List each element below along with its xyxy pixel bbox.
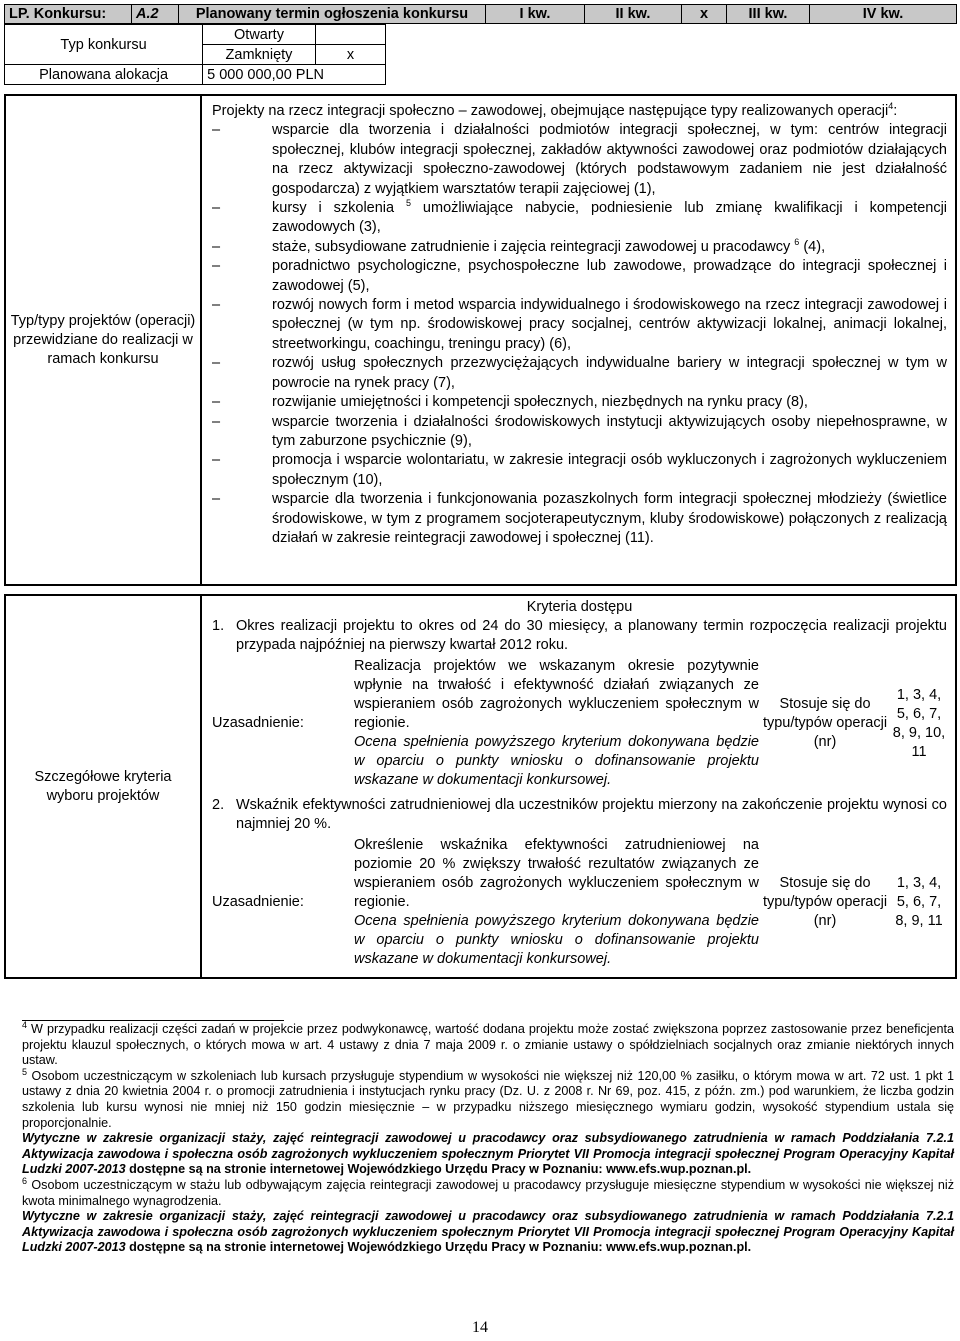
operation-type-item [212,393,947,412]
operation-type-main: wsparcie tworzenia i działalności środowiskowych instytucji aktywizujących osoby niepełnosprawne, w tym zaburzone psychicznie (9), [272,413,947,449]
footnote-ref: 6 [794,237,800,248]
project-types-content [201,95,956,585]
footnote [22,1019,955,1069]
criterion-text: Wskaźnik efektywności zatrudnieniowej dla uczestników projektu mierzony na zakończenie projektu wynosi co najmniej 20 %. [236,797,947,832]
operation-type-item [212,257,947,296]
criterion [212,796,947,969]
justification-text: Określenie wskaźnika efektywności zatrudnieniowej na poziomie 20 % zwiększy trwałość rezultatów związanych ze wspieraniem osób zagrożonych wykluczeniem społecznym w regionie. [354,837,759,910]
operation-type-main: rozwijanie umiejętności i kompetencji społecznych, niezbędnych na rynku pracy (8), [272,394,808,411]
operation-type-rest: umożliwiające nabycie, podniesienie lub zmianę kwalifikacji i kompetencji zawodowych (3), [272,200,948,236]
dash-marker: – [212,258,221,275]
criterion-statement [212,796,947,834]
justification-assessment: Ocena spełnienia powyższego kryterium dokonywana będzie w oparciu o punkty wniosku o dofinansowanie projektu wskazane w dokumentacji konkursowej. [354,913,759,967]
operation-type-item [212,121,947,199]
criteria-row [5,595,956,978]
project-types-row [5,95,956,585]
type-allocation-table [4,24,386,85]
intro-footnote-ref: 4 [888,101,894,112]
footnote-rule [22,1020,284,1021]
footnote-number: 5 [22,1066,28,1077]
operation-type-rest: (4), [799,238,826,255]
footnote [22,1066,955,1178]
operation-type-item [212,238,947,257]
justification-body [354,657,759,790]
footnote-ref: 5 [406,198,412,209]
operation-type-main: staże, subsydiowane zatrudnienie i zajęcia reintegracji zawodowej u pracodawcy [272,238,791,255]
operation-type-text [272,451,947,490]
criteria-label: Szczegółowe kryteria wyboru projektów [5,595,201,978]
applies-to-label: Stosuje się do typu/typów operacji (nr) [762,696,888,750]
operation-type-item [212,354,947,393]
project-types-table [4,94,957,586]
quarter-2: II kw. [585,5,682,24]
operation-type-text [272,393,947,412]
dash-marker: – [212,200,221,217]
guideline-title: Wytyczne w zakresie organizacji staży, zajęć reintegracji zawodowej u pracodawcy oraz subsydiowanego zatrudnienia w ramach Poddziałania 7.2.1 Aktywizacja zawodowa i społeczna osób zagrożonych wykluczeniem społecznym Priorytet VII Promocja integracji społecznej Program Operacyjny Kapitał Ludzki 2007-2013 [22,1209,954,1255]
type-row-open [5,25,386,45]
criterion-number: 2. [212,797,225,813]
criterion-justification [212,836,947,969]
footnote-text: W przypadku realizacji części zadań w projekcie przez podwykonawcę, wartość dodana projektu może zostać zwiększona poprzez zastosowanie przez beneficjenta projektu klauzul społecznych, o których mowa w art. 4 ustawy z dnia 7 maja 2009 r. o zmianie ustawy o spółdzielniach socjalnych oraz zmianie niektórych innych ustaw. [22,1022,955,1068]
guideline-title: Wytyczne w zakresie organizacji staży, zajęć reintegracji zawodowej u pracodawcy oraz subsydiowanego zatrudnienia w ramach Poddziałania 7.2.1 Aktywizacja zawodowa i społeczna osób zagrożonych wykluczeniem społecznym Priorytet VII Promocja integracji społecznej Program Operacyjny Kapitał Ludzki 2007-2013 [22,1131,954,1177]
lp-label: LP. Konkursu: [5,5,132,24]
applies-to-numbers: 1, 3, 4, 5, 6, 7, 8, 9, 11 [895,875,943,929]
guideline-location: dostępne są na stronie internetowej Wojewódzkiego Urzędu Pracy w Poznaniu: www.efs.wup.poznan.pl. [125,1162,752,1177]
justification-label: Uzasadnienie: [212,894,304,910]
operation-type-main: rozwój nowych form i metod wsparcia indywidualnego i środowiskowego na rzecz integracji zawodowej i społecznej (w tym np. środowiskowej pracy socjalnej, centrów aktywizacji lokalnej, animacji lokalnej, streetworkingu, coachingu, treningu pracy) (6), [272,297,947,352]
operation-type-text [272,413,947,452]
footnotes [22,1019,955,1256]
footnote-number: 4 [22,1019,28,1030]
dash-marker: – [212,122,221,139]
dash-marker: – [212,394,221,411]
quarter-4: IV kw. [810,5,957,24]
footnote-guideline [22,1131,954,1178]
operation-type-item [212,451,947,490]
operation-type-main: kursy i szkolenia [272,200,395,217]
operation-type-main: wsparcie dla tworzenia i funkcjonowania pozaszkolnych form integracji społecznej młodzieży (świetlice środowiskowe, w tym z programem socjoterapeutycznym, kluby środowiskowe) połączonych z realizacją działań w zakresie reintegracji zawodowej i społecznej (11). [272,491,947,546]
footnote-number: 6 [22,1175,28,1186]
lp-value: A.2 [132,5,179,24]
operation-type-item [212,296,947,354]
criterion-statement [212,617,947,655]
operation-type-text [272,257,947,296]
operation-type-main: wsparcie dla tworzenia i działalności podmiotów integracji społecznej, w tym: centrów integracji społecznej, klubów integracji społecznej, zakładów aktywności zawodowej oraz podmiotów działających na rzecz aktywizacji społeczno-zawodowej (których podstawowym zadaniem nie jest działalność gospodarcza) z wyjątkiem warsztatów terapii zajęciowej (1), [272,122,947,197]
type-open-mark [315,25,385,45]
dash-marker: – [212,452,221,469]
criterion-number: 1. [212,618,225,634]
footnote [22,1175,954,1256]
type-label: Typ konkursu [5,25,203,65]
operation-type-main: promocja i wsparcie wolontariatu, w zakresie integracji osób wykluczonych i zagrożonych wykluczeniem społecznym (10), [272,452,947,488]
operation-type-text [272,121,947,199]
criteria-list [212,617,947,969]
intro-end: : [893,103,898,119]
allocation-label: Planowana alokacja [5,65,203,85]
dash-marker: – [212,355,221,372]
quarter-3: III kw. [727,5,810,24]
operation-type-text [272,354,947,393]
type-closed: Zamknięty [203,45,316,65]
dash-marker: – [212,238,221,255]
dash-marker: – [212,413,221,430]
quarter-mark: x [682,5,727,24]
project-types-intro [212,102,947,121]
allocation-row [5,65,386,85]
quarter-1: I kw. [486,5,585,24]
criteria-content [201,595,956,978]
competition-header-table [4,4,957,24]
guideline-location: dostępne są na stronie internetowej Wojewódzkiego Urzędu Pracy w Poznaniu: www.efs.wup.poznan.pl. [125,1240,752,1255]
justification-body [354,836,759,969]
page-number: 14 [472,1319,488,1336]
justification-text: Realizacja projektów we wskazanym okresie pozytywnie wpłynie na trwałość i efektywność działań związanych ze wspieraniem osób zagrożonych wykluczeniem społecznym w regionie. [354,658,759,731]
justification-assessment: Ocena spełnienia powyższego kryterium dokonywana będzie w oparciu o punkty wniosku o dofinansowanie projektu wskazane w dokumentacji konkursowej. [354,734,759,788]
justification-label: Uzasadnienie: [212,715,304,731]
footnote-text: Osobom uczestniczącym w szkoleniach lub kursach przysługuje stypendium w wysokości nie większej niż 120,00 % zasiłku, o którym mowa w art. 72 ust. 1 pkt 1 ustawy z dnia 20 kwietnia 2004 r. o promocji zatrudnienia i instytucjach rynku pracy (Dz. U. z 2008 r. Nr 69, poz. 415, z późn. zm.) pod warunkiem, że liczba godzin szkolenia lub kursu wynosi nie mniej niż 150 godzin miesięcznie – w przypadku niższego miesięcznego wymiaru godzin, wysokość stypendium ustala się proporcjonalnie. [22,1068,955,1130]
operation-type-text [272,296,947,354]
dash-marker: – [212,491,221,508]
dash-marker: – [212,297,221,314]
header-row [5,5,957,24]
operation-type-main: poradnictwo psychologiczne, psychospołeczne lub zawodowe, prowadzące do integracji społecznej i zawodowej (5), [272,258,947,294]
criteria-table [4,594,957,979]
criteria-title: Kryteria dostępu [526,599,633,615]
footnote-guideline [22,1209,954,1256]
operation-type-text [272,199,947,238]
operation-type-item [212,199,947,238]
operation-type-item [212,490,947,548]
operation-type-text [272,490,947,548]
operation-type-main: rozwój usług społecznych przezwyciężających indywidualne bariery w integracji społecznej w tym w powrocie na rynek pracy (7), [272,355,947,391]
type-closed-mark: x [315,45,385,65]
applies-to-label: Stosuje się do typu/typów operacji (nr) [762,875,888,929]
planned-term-label: Planowany termin ogłoszenia konkursu [179,5,486,24]
allocation-value: 5 000 000,00 PLN [203,65,386,85]
project-types-label: Typ/typy projektów (operacji) przewidziane do realizacji w ramach konkursu [5,95,201,585]
criterion-justification [212,657,947,790]
intro-text: Projekty na rzecz integracji społeczno – zawodowej, obejmujące następujące typy realizowanych operacji [212,103,889,119]
criterion-text: Okres realizacji projektu to okres od 24 do 30 miesięcy, a planowany termin rozpoczęcia realizacji projektu przypada najpóźniej na pierwszy kwartał 2012 roku. [236,618,947,653]
operation-type-item [212,413,947,452]
type-open: Otwarty [203,25,316,45]
operation-types-list [212,121,947,548]
document-page [4,4,957,979]
criterion [212,617,947,790]
applies-to-numbers: 1, 3, 4, 5, 6, 7, 8, 9, 10, 11 [892,686,946,760]
operation-type-text [272,238,947,257]
footnote-text: Osobom uczestniczącym w stażu lub odbywającym zajęcia reintegracji zawodowej u pracodawcy przysługuje miesięczne stypendium w wysokości nie większej niż kwota minimalnego wynagrodzenia. [22,1177,954,1208]
